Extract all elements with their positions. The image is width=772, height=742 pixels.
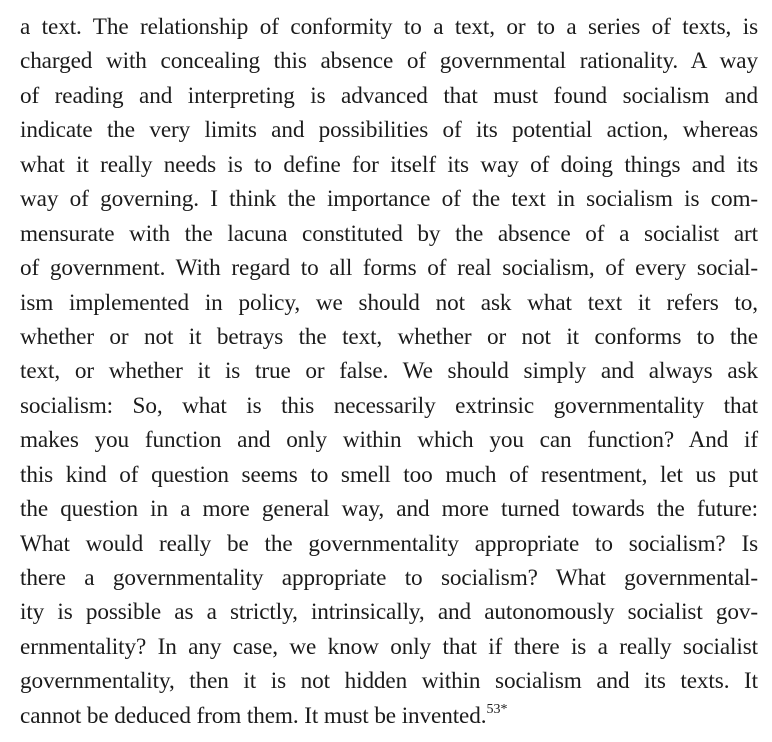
text-line: the question in a more general way, and more turned towards the future:	[20, 496, 758, 523]
text-line: a text. The relationship of conformity to a text, or to a series of texts, is	[20, 14, 758, 40]
text-line: ity is possible as a strictly, intrinsically, and autonomously socialist gov-	[20, 599, 758, 626]
text-line: there a governmentality appropriate to socialism? What governmental-	[20, 565, 758, 591]
text-line: socialism: So, what is this necessarily extrinsic governmentality that	[20, 392, 758, 419]
text-line: governmentality, then it is not hidden within socialism and its texts. It	[20, 668, 758, 695]
text-line: of government. With regard to all forms of real socialism, of every social-	[20, 255, 758, 282]
text-line: charged with concealing this absence of governmental rationality. A way	[20, 48, 758, 75]
text-line: of reading and interpreting is advanced that must found socialism and	[20, 82, 758, 109]
text-line: way of governing. I think the importance of the text in socialism is com-	[20, 186, 758, 213]
final-text-line	[20, 699, 758, 733]
text-line: this kind of question seems to smell too much of resentment, let us put	[20, 461, 758, 488]
text-line: indicate the very limits and possibilities of its potential action, whereas	[20, 117, 758, 144]
text-line: whether or not it betrays the text, whether or not it conforms to the	[20, 323, 758, 350]
text-line: makes you function and only within which you can function? And if	[20, 427, 758, 454]
body-text	[20, 10, 758, 733]
text-line: mensurate with the lacuna constituted by the absence of a socialist art	[20, 220, 758, 247]
final-line-text: cannot be deduced from them. It must be invented.	[20, 702, 487, 729]
footnote-marker: 53*	[486, 702, 508, 718]
text-line: ism implemented in policy, we should not ask what text it refers to,	[20, 289, 758, 316]
text-line: text, or whether it is true or false. We should simply and always ask	[20, 358, 758, 385]
text-line: what it really needs is to define for itself its way of doing things and its	[20, 151, 758, 178]
text-line: What would really be the governmentality appropriate to socialism? Is	[20, 530, 758, 557]
text-line: ernmentality? In any case, we know only that if there is a really socialist	[20, 633, 758, 660]
